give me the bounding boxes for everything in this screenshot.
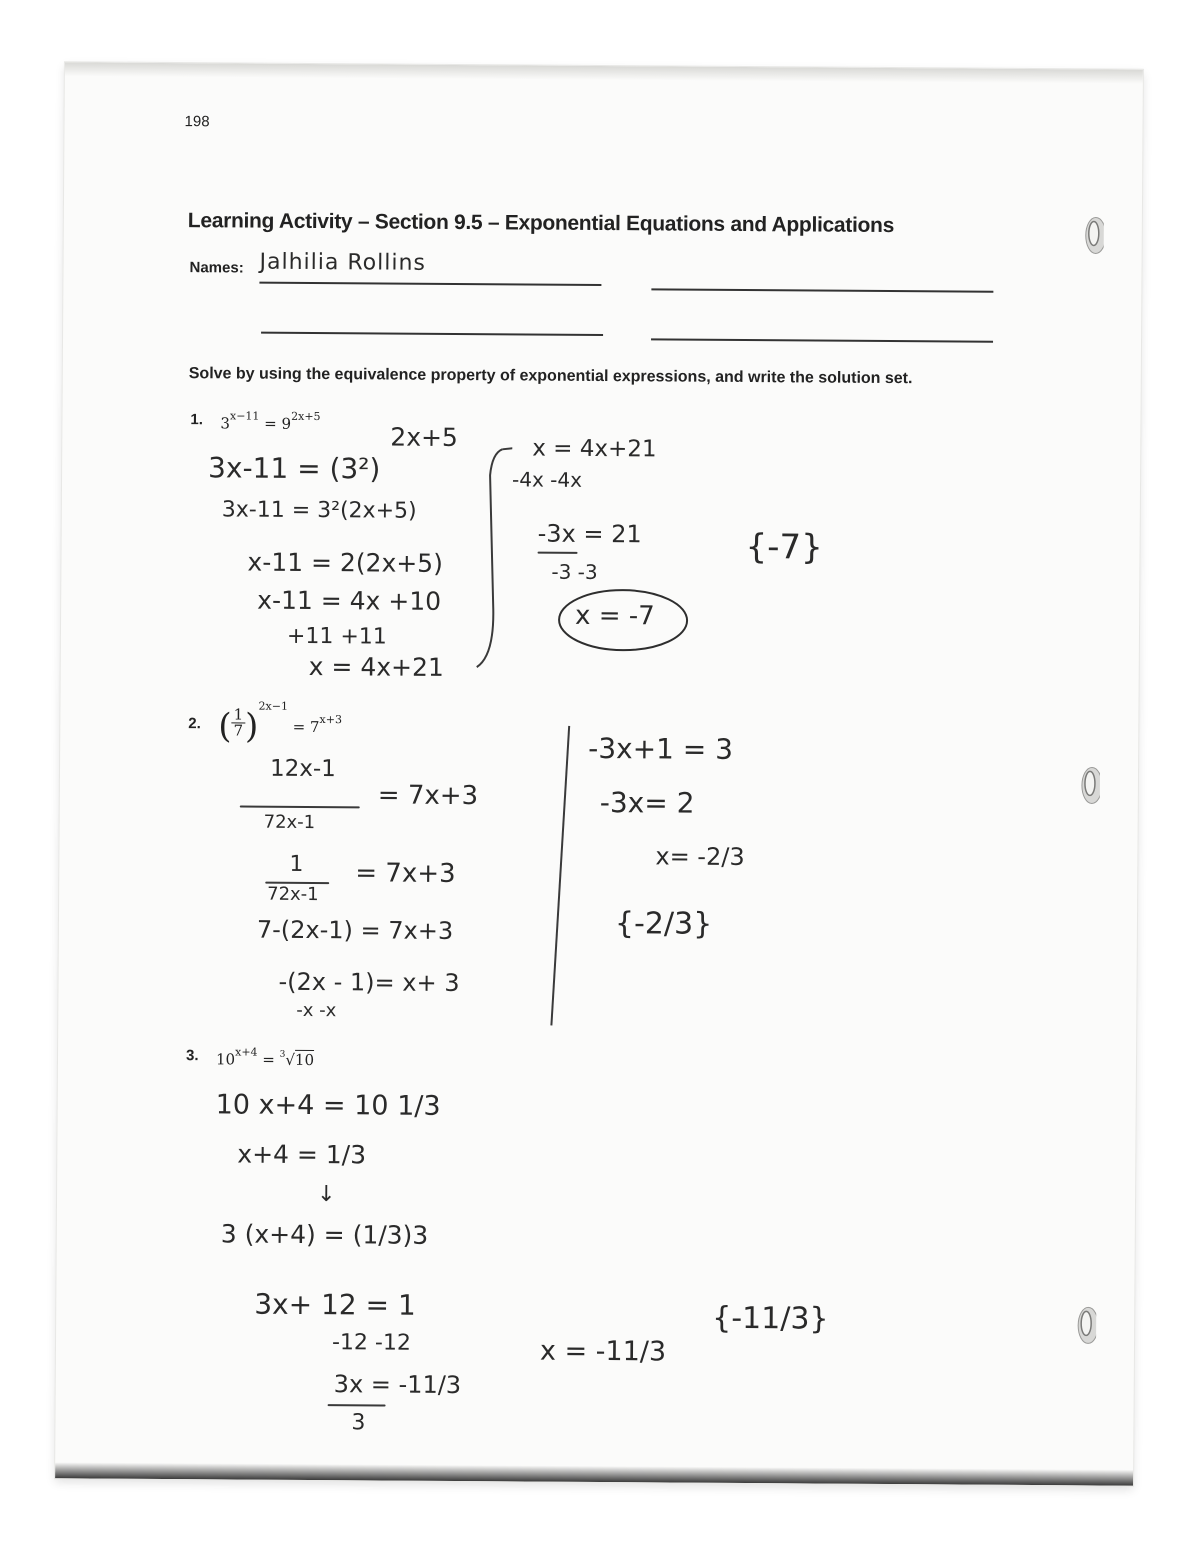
work-line: = 7x+3 xyxy=(377,780,479,812)
problem-2-equation: $(\frac{1}{7})^{2x-1} = 7^{x+3}$ xyxy=(218,699,343,747)
work-line: 3x = -11/3 xyxy=(333,1370,462,1400)
work-line: -x -x xyxy=(296,999,337,1022)
problem-3-solution-set: {-11/3} xyxy=(712,1300,829,1337)
name-line-3 xyxy=(261,332,603,336)
arrow-down-icon: ↓ xyxy=(316,1182,336,1208)
page-edge-shadow xyxy=(55,1462,1133,1486)
problem-1-equation: $3^{x-11} = 9^{2x+5}$ xyxy=(220,409,321,433)
work-line: -3 -3 xyxy=(551,559,598,584)
name-line-2 xyxy=(651,288,993,292)
worksheet-page xyxy=(55,62,1143,1485)
name-line-4 xyxy=(651,338,993,342)
work-line: 3x+ 12 = 1 xyxy=(254,1287,416,1322)
work-line: x-11 = 4x +10 xyxy=(257,585,442,616)
work-line: -4x -4x xyxy=(511,467,583,492)
work-line: x-11 = 2(2x+5) xyxy=(247,547,444,578)
name-line-1 xyxy=(259,282,601,286)
underline-mark xyxy=(538,552,578,554)
fraction-bar xyxy=(240,805,360,808)
student-name: Jalhilia Rollins xyxy=(259,249,426,276)
work-line: 1 xyxy=(289,851,304,877)
work-line: = 7x+3 xyxy=(355,858,456,890)
page-number: 198 xyxy=(184,113,210,131)
problem-1-bracket-icon xyxy=(471,445,513,675)
work-line: 7-(2x-1) = 7x+3 xyxy=(256,915,454,945)
work-line: x= -2/3 xyxy=(655,842,745,872)
problem-2-number: 2. xyxy=(188,715,201,733)
work-line: 2x+5 xyxy=(390,422,459,453)
work-line: x+4 = 1/3 xyxy=(237,1139,367,1170)
work-line: -3x= 2 xyxy=(599,786,695,820)
names-label: Names: xyxy=(189,259,244,277)
fraction-bar xyxy=(328,1404,386,1406)
work-line: -12 -12 xyxy=(331,1330,411,1356)
binder-ring-middle-icon xyxy=(1070,759,1100,811)
instruction-text: Solve by using the equivalence property of exponential expressions, and write the solution set. xyxy=(188,365,913,388)
work-line: 3 (x+4) = (1/3)3 xyxy=(220,1219,429,1250)
problem-3-equation: $10^{x+4} = ^3√10$ xyxy=(215,1045,315,1070)
problem-1-solution-set: {-7} xyxy=(745,527,823,568)
work-line: 3 xyxy=(351,1410,366,1436)
work-line: x = -11/3 xyxy=(539,1335,667,1368)
page-title: Learning Activity – Section 9.5 – Exponential Equations and Applications xyxy=(187,209,895,238)
binder-ring-top-icon xyxy=(1074,209,1104,261)
problem-2-divider xyxy=(550,726,570,1026)
problem-3-number: 3. xyxy=(185,1047,199,1065)
binder-ring-bottom-icon xyxy=(1066,1299,1096,1351)
work-line: 72x-1 xyxy=(267,883,319,906)
work-line: -(2x - 1)= x+ 3 xyxy=(278,967,460,998)
work-line: x = 4x+21 xyxy=(532,435,657,463)
work-line: -3x+1 = 3 xyxy=(588,731,734,766)
page-edge-shadow xyxy=(65,62,1143,84)
circled-answer: x = -7 xyxy=(574,600,655,632)
work-line: x = 4x+21 xyxy=(308,651,444,682)
problem-2-solution-set: {-2/3} xyxy=(614,906,713,942)
work-line: 3x-11 = (3²) xyxy=(208,451,381,486)
work-line: 10 x+4 = 10 1/3 xyxy=(215,1089,441,1122)
work-line: 12x-1 xyxy=(269,755,336,783)
work-line: -3x = 21 xyxy=(537,519,642,549)
work-line: 3x-11 = 3²(2x+5) xyxy=(221,497,417,524)
work-line: +11 +11 xyxy=(286,623,387,650)
work-line: 72x-1 xyxy=(263,811,316,834)
problem-1-number: 1. xyxy=(190,411,204,429)
